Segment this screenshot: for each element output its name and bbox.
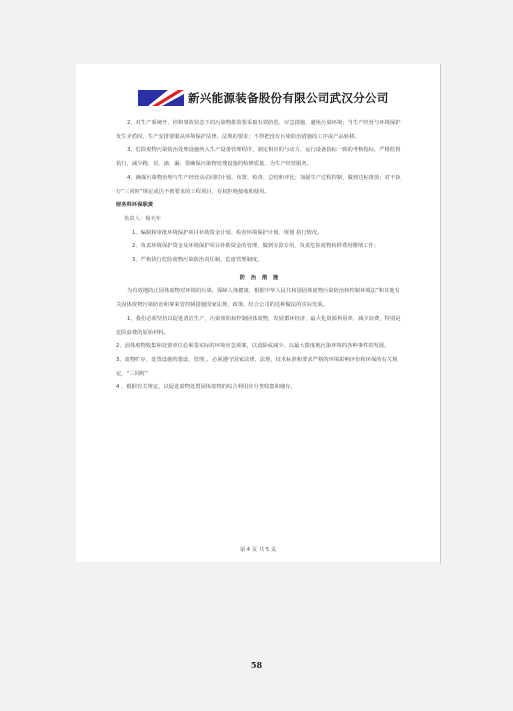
document-header [138,88,389,108]
measure-item: 2，固体废物收集和处置单位必须基实际的环境应急预案，以消除或减少，以最大限度地污染环境的各种事件的发展。 [116,343,390,350]
page-number: 58 [250,660,263,670]
measures-intro: 为有效地防止固体废物对环境的污染，保障人体健康，根据中华人民共和国固体废物污染防治和控制环境法”和其他有关固体废物污染防治和拿来管控制措施国家法规，政策，结合公司的这种做法的实际发展。 [116,288,400,309]
measure-item: 1，我们必须坚持以促进清洁生产，污染预防和控制固体废物，发展循环经济，最大化资源利用率，减少浪费，特别是危险浪费的原始材料。 [116,315,401,336]
measure-item: 4 、根据有关规定，以促进废物处置固体废物的综合利用应分类收集和储存。 [116,384,296,391]
section-heading: 财务科环保职责 [116,202,154,209]
body-paragraph: 2、对生产系统开、停和事故状态下的污染物排放要采取有效防范、应急措施，避免污染环境；当生产经营与环境保护发生矛盾时，生产安排要服从环境保护法律、法规的要求；不得把没有污染防治措施的工序或产品转移。 [116,120,401,140]
company-logo-icon [138,88,184,108]
company-name: 新兴能源装备股份有限公司武汉分公司 [188,91,389,105]
duty-item: 3、严格执行危险废物污染防治责任制、危废管理制度。 [132,257,263,264]
page-edge-divider [440,64,441,564]
duty-item: 2、负责环境保护资金及环境保护项目补助资金的管理，做到专款专用，负责危险废物转移费用缴纳工作； [132,243,380,250]
page-footer-label: 第 4 页 共 5 页 [239,547,277,553]
duty-item: 1、编制和审批环境保护项目补助资金计划、检查环境保护计划、规划 执行情况。 [132,229,323,236]
body-paragraph: 4、确保污染物治理与生产经营活动同时计划、布置、检查、总结和评比；加强生产过程控制，做到达标排放；对不执行“三同时”规定或达不到要求的工程项目，有权拒绝接收和使用。 [116,174,401,195]
document-body [116,117,404,395]
body-paragraph: 3、危险废物污染防治处理设施纳入生产设备管理程序，制定相应的与动力、运行设备指标一致的考核指标，严格监督执行，减少跑、冒、滴、漏；要确保污染物处理设施的检修质量，为生产经营服务。 [116,147,401,168]
measure-item: 3，废物贮存，处置设施的建设，管理，，必须遵守国家法律，法规，技术标准和要求严格的环境影响评价和环保的有关规定，“三同时” [116,356,398,377]
responsible-person: 负责人：杨天年 [124,215,162,222]
measures-title: 防 治 措 施 [239,274,281,281]
